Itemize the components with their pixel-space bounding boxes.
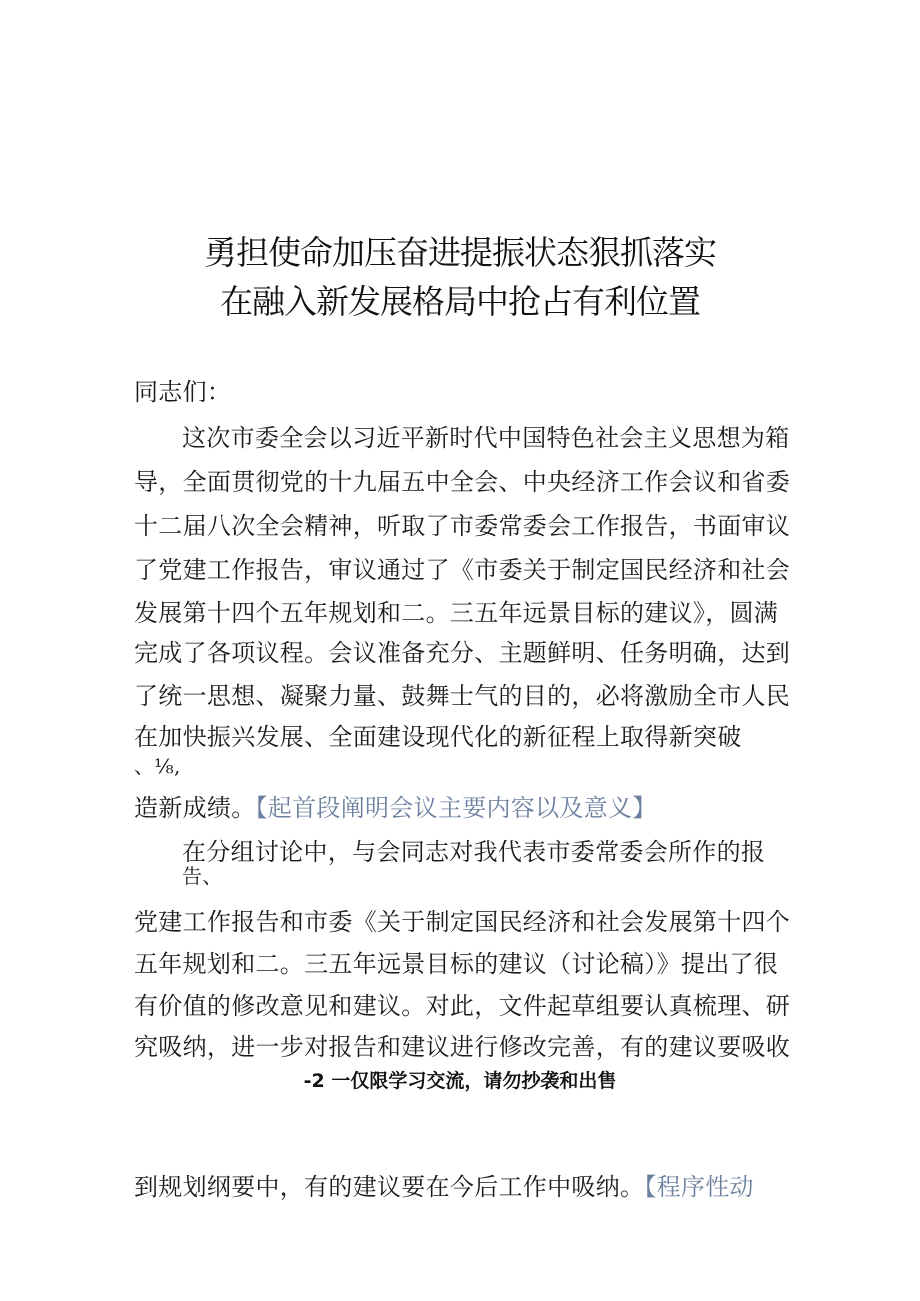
text-fragment: 告、 (182, 864, 223, 888)
paragraph-line: 发展第十四个五年规划和二。三五年远景目标的建议》，圆满 (134, 599, 779, 627)
paragraph-text: 到规划纲要中，有的建议要在今后工作中吸纳。 (134, 1173, 645, 1201)
paragraph-end-line (134, 788, 657, 823)
paragraph-line: 完成了各项议程。会议准备充分、主题鲜明、任务明确，达到 (134, 639, 791, 667)
paragraph-line: 有价值的修改意见和建议。对此，文件起草组要认真梳理、研 (134, 992, 791, 1020)
text-fragment: 、⅛, (134, 754, 181, 778)
paragraph-line: 导，全面贯彻党的十九届五中全会、中央经济工作会议和省委 (134, 468, 791, 496)
document-title-line-2: 在融入新发展格局中抢占有利位置 (220, 282, 700, 321)
paragraph-line: 了党建工作报告，审议通过了《市委关于制定国民经济和社会 (134, 556, 791, 584)
paragraph-line: 了统一思想、凝聚力量、鼓舞士气的目的，必将激励全市人民 (134, 682, 791, 710)
paragraph-line: 在加快振兴发展、全面建设现代化的新征程上取得新突破 (134, 723, 742, 751)
paragraph-line: 五年规划和二。三五年远景目标的建议（讨论稿）》提出了很 (134, 950, 779, 978)
paragraph-line: 这次市委全会以习近平新时代中国特色社会主义思想为箱 (182, 424, 790, 452)
annotation-note: 【程序性动 (644, 1173, 754, 1201)
paragraph-line: 在分组讨论中，与会同志对我代表市委常委会所作的报 (182, 838, 766, 866)
annotation-note: 【起首段阐明会议主要内容以及意义】 (255, 794, 657, 822)
paragraph-line: 十二届八次全会精神，听取了市委常委会工作报告，书面审议 (134, 512, 791, 540)
paragraph-end-text: 造新成绩。 (134, 794, 256, 822)
document-title-line-1: 勇担使命加压奋进提振状态狠抓落实 (204, 233, 716, 272)
page-footer: -2 一仅限学习交流，请勿抄袭和出售 (303, 1070, 617, 1092)
paragraph-line: 究吸纳，进一步对报告和建议进行修改完善，有的建议要吸收 (134, 1033, 791, 1061)
paragraph-end-line (134, 1167, 754, 1202)
salutation: 同志们： (134, 378, 232, 406)
paragraph-line: 党建工作报告和市委《关于制定国民经济和社会发展第十四个 (134, 908, 791, 936)
